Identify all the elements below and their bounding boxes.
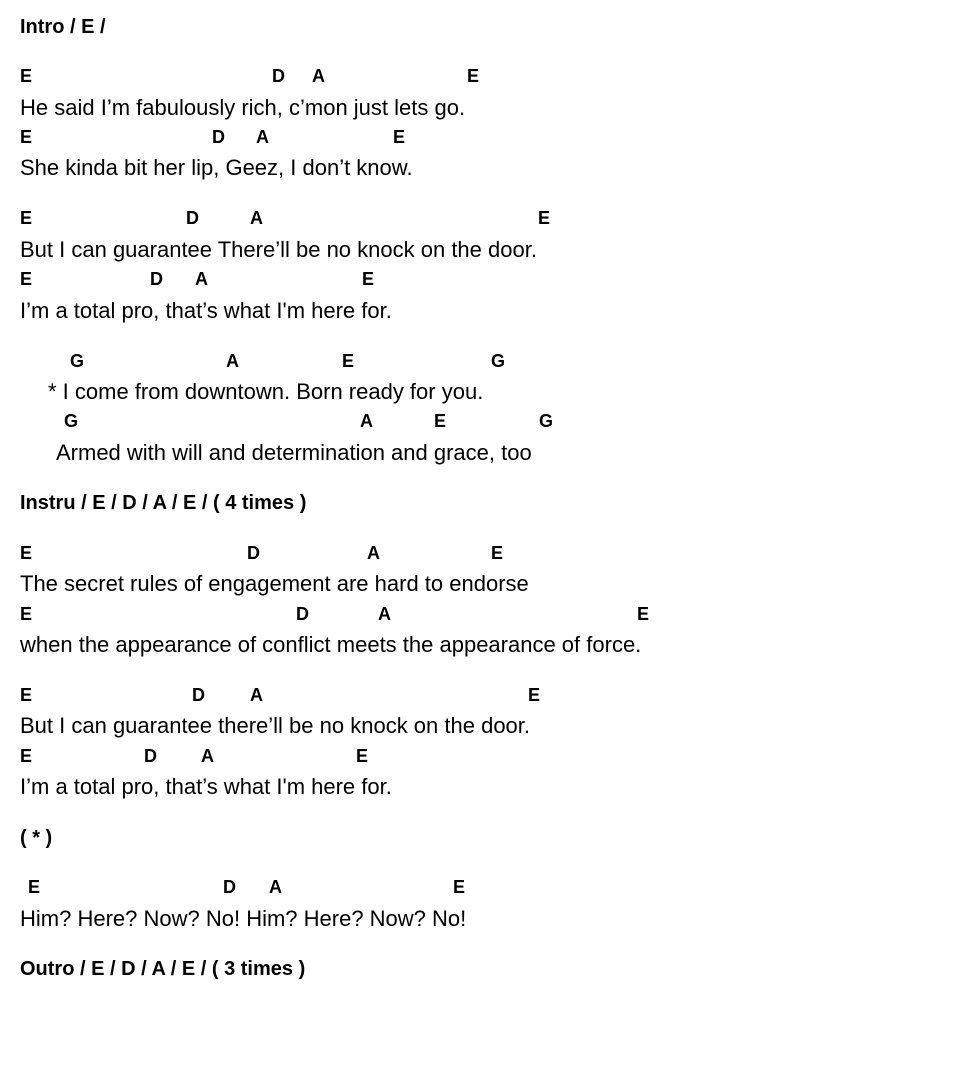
chord: E [342, 351, 355, 371]
lyric-line: when the appearance of conflict meets the appearance of force. [20, 632, 642, 657]
chord: E [453, 877, 466, 897]
chord: D [212, 127, 225, 147]
chord: E [356, 746, 369, 766]
chord: G [539, 411, 554, 431]
chord: E [20, 66, 33, 86]
chord: E [20, 604, 33, 624]
chord: E [393, 127, 406, 147]
chord: D [247, 543, 260, 563]
chord: A [269, 877, 282, 897]
chord: D [296, 604, 309, 624]
chord: E [20, 685, 33, 705]
chord: D [144, 746, 157, 766]
chord: E [434, 411, 447, 431]
lyric-line: I’m a total pro, that’s what I'm here for. [20, 298, 392, 323]
chorus-reference: ( * ) [20, 827, 53, 849]
chord: A [195, 269, 208, 289]
chord: D [186, 208, 199, 228]
chord: E [538, 208, 551, 228]
chord: A [312, 66, 325, 86]
chord: D [272, 66, 285, 86]
chord: E [28, 877, 41, 897]
chord: E [491, 543, 504, 563]
intro-header: Intro / E / [20, 16, 106, 38]
chord: D [150, 269, 163, 289]
chord: D [192, 685, 205, 705]
chord: A [226, 351, 239, 371]
lyric-line: Armed with will and determination and grace, too [56, 440, 532, 465]
chord: E [362, 269, 375, 289]
chord: E [528, 685, 541, 705]
chord: G [491, 351, 506, 371]
chord: A [250, 685, 263, 705]
lyric-line: But I can guarantee there’ll be no knock on the door. [20, 713, 531, 738]
chord: G [64, 411, 79, 431]
lyric-line: I’m a total pro, that’s what I'm here for. [20, 774, 392, 799]
chord: G [70, 351, 85, 371]
chord: A [250, 208, 263, 228]
chord: A [367, 543, 380, 563]
instru-header: Instru / E / D / A / E / ( 4 times ) [20, 492, 307, 514]
lyric-line: The secret rules of engagement are hard to endorse [20, 571, 529, 596]
chord: A [256, 127, 269, 147]
lyric-line: But I can guarantee There’ll be no knock on the door. [20, 237, 537, 262]
lyric-line: He said I’m fabulously rich, c’mon just lets go. [20, 95, 466, 120]
chord: E [20, 269, 33, 289]
chord: E [20, 127, 33, 147]
lyric-line: * I come from downtown. Born ready for you. [48, 379, 484, 404]
outro-header: Outro / E / D / A / E / ( 3 times ) [20, 958, 306, 980]
chord: E [20, 208, 33, 228]
lyric-line: She kinda bit her lip, Geez, I don’t know. [20, 155, 413, 180]
chord: A [378, 604, 391, 624]
chord: D [223, 877, 236, 897]
chord: A [201, 746, 214, 766]
chord: E [467, 66, 480, 86]
chord: E [20, 543, 33, 563]
chord: E [637, 604, 650, 624]
chord: A [360, 411, 373, 431]
lyric-line: Him? Here? Now? No! Him? Here? Now? No! [20, 906, 467, 931]
chord: E [20, 746, 33, 766]
